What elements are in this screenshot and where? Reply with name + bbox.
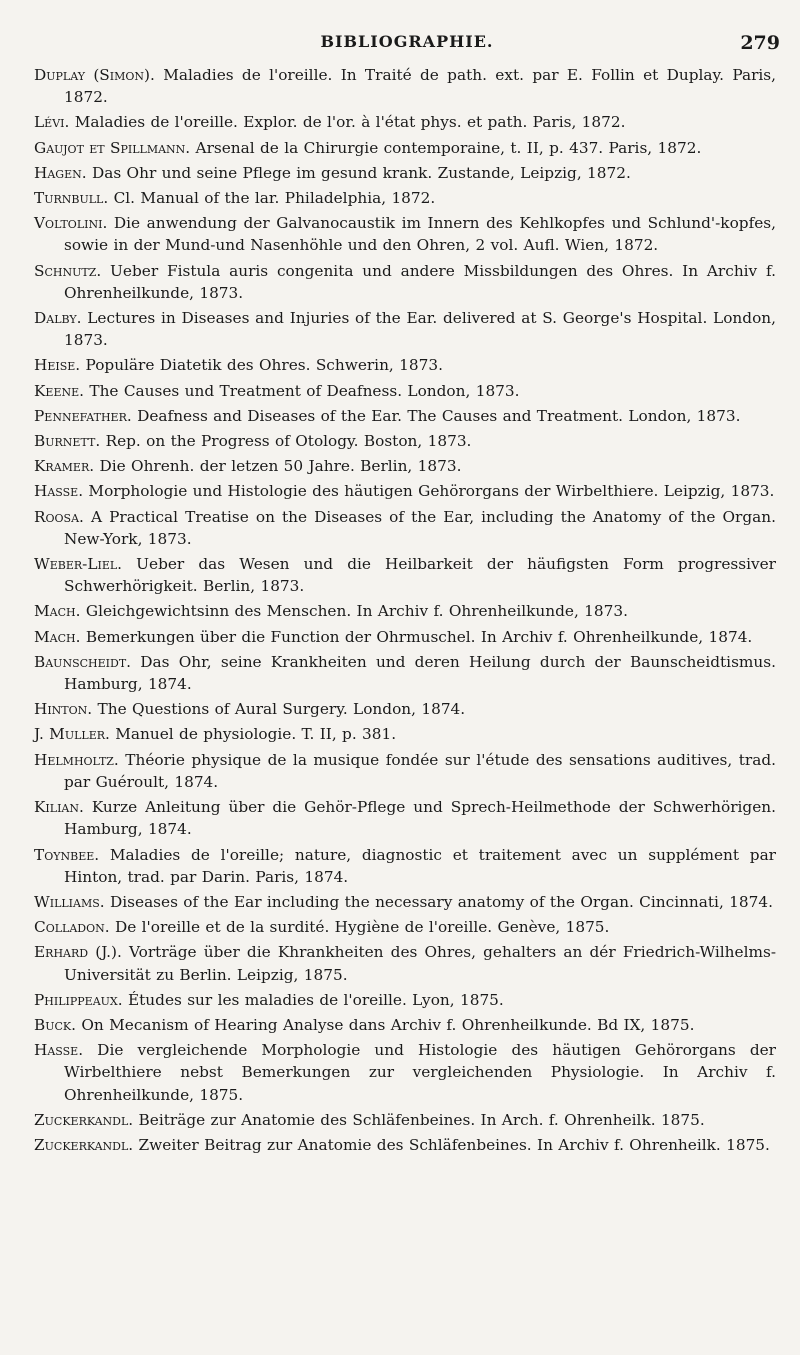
entry-text: Zweiter Beitrag zur Anatomie des Schläfenbeines. In Archiv f. Ohrenheilk. 1875. — [133, 1135, 770, 1154]
entry-text: Kurze Anleitung über die Gehör-Pflege und Sprech-Heilmethode der Schwerhörigen. Hamburg, 1874. — [64, 798, 776, 839]
bibliography-entry — [34, 260, 776, 304]
entry-text: Rep. on the Progress of Otology. Boston, 1873. — [100, 432, 472, 451]
bibliography-entry — [34, 1109, 776, 1131]
bibliography-entry — [34, 796, 776, 840]
entry-author: Kramer. — [34, 457, 95, 476]
entry-text: Théorie physique de la musique fondée sur l'étude des sensations auditives, trad. par Guéroult, 1874. — [64, 750, 776, 791]
entry-author: Hinton. — [34, 700, 93, 719]
bibliography-entry — [34, 64, 776, 108]
entry-text: Lectures in Diseases and Injuries of the Ear. delivered at S. George's Hospital. London, 1873. — [64, 309, 776, 350]
bibliography-entry — [34, 1134, 776, 1156]
bibliography-list — [34, 64, 776, 1159]
entry-text: On Mecanism of Hearing Analyse dans Archiv f. Ohrenheilkunde. Bd IX, 1875. — [76, 1015, 695, 1034]
entry-author: Helmholtz. — [34, 750, 119, 769]
entry-text: The Causes und Treatment of Deafness. London, 1873. — [84, 381, 520, 400]
bibliography-entry — [34, 651, 776, 695]
entry-author: Keene. — [34, 381, 85, 400]
entry-author: Baunscheidt. — [34, 652, 132, 671]
entry-author: Roosa. — [34, 507, 84, 526]
entry-author: Hagen. — [34, 163, 87, 182]
entry-text: Vorträge über die Khrankheiten des Ohres, gehalters an dér Friedrich-Wilhelms-Universität zu Berlin. Leipzig, 1875. — [64, 943, 776, 984]
entry-text: Die anwendung der Galvanocaustik im Innern des Kehlkopfes und Schlund'-kopfes, sowie in der Mund-und Nasenhöhle und den Ohren, 2 vol. Aufl. Wien, 1872. — [64, 214, 776, 255]
bibliography-entry — [34, 626, 776, 648]
bibliography-entry — [34, 891, 776, 913]
bibliography-entry — [34, 212, 776, 256]
bibliography-entry — [34, 187, 776, 209]
entry-text: Gleichgewichtsinn des Menschen. In Archiv f. Ohrenheilkunde, 1873. — [80, 602, 628, 621]
entry-text: Diseases of the Ear including the necessary anatomy of the Organ. Cincinnati, 1874. — [104, 892, 773, 911]
page-number: 279 — [740, 32, 780, 54]
entry-text: Ueber das Wesen und die Heilbarkeit der häufigsten Form progressiver Schwerhörigkeit. Berlin, 1873. — [64, 555, 776, 596]
entry-text: Populäre Diatetik des Ohres. Schwerin, 1873. — [80, 356, 443, 375]
entry-author: Dalby. — [34, 309, 82, 328]
bibliography-entry — [34, 162, 776, 184]
entry-author: Duplay (Simon). — [34, 66, 155, 84]
entry-author: Toynbee. — [34, 845, 100, 864]
entry-author: Erhard (J.). — [34, 943, 122, 962]
entry-text: De l'oreille et de la surdité. Hygiène de l'oreille. Genève, 1875. — [109, 918, 610, 937]
bibliography-entry — [34, 480, 776, 502]
entry-text: Cl. Manual of the lar. Philadelphia, 1872. — [108, 189, 436, 208]
entry-text: Bemerkungen über die Function der Ohrmuschel. In Archiv f. Ohrenheilkunde, 1874. — [80, 627, 753, 646]
bibliography-entry — [34, 989, 776, 1011]
bibliography-entry — [34, 307, 776, 351]
entry-text: Das Ohr, seine Krankheiten und deren Heilung durch der Baunscheidtismus. Hamburg, 1874. — [64, 652, 776, 694]
bibliography-entry — [34, 553, 776, 597]
entry-author: Pennefather. — [34, 406, 132, 425]
entry-author: Weber-Liel. — [34, 555, 123, 574]
bibliography-entry — [34, 430, 776, 452]
bibliography-entry — [34, 916, 776, 938]
bibliography-entry — [34, 1039, 776, 1106]
entry-author: Zuckerkandl. — [34, 1135, 134, 1154]
entry-author: Mach. — [34, 602, 81, 621]
entry-text: Maladies de l'oreille. In Traité de path. ext. par E. Follin et Duplay. Paris, 1872. — [64, 66, 776, 107]
entry-author: Mach. — [34, 627, 81, 646]
entry-text: Die vergleichende Morphologie und Histologie des häutigen Gehörorgans der Wirbelthiere nebst Bemerkungen zur vergleichenden Physiologie. In Archiv f. Ohrenheilkunde, 1875. — [64, 1041, 776, 1104]
entry-text: Morphologie und Histologie des häutigen Gehörorgans der Wirbelthiere. Leipzig, 1873. — [83, 482, 775, 501]
entry-text: Manuel de physiologie. T. II, p. 381. — [109, 725, 397, 744]
entry-author: Philippeaux. — [34, 990, 123, 1009]
running-title: BIBLIOGRAPHIE. — [320, 32, 494, 51]
page-header — [34, 30, 780, 58]
bibliography-entry — [34, 941, 776, 985]
entry-text: Arsenal de la Chirurgie contemporaine, t. II, p. 437. Paris, 1872. — [190, 138, 702, 157]
bibliography-entry — [34, 1014, 776, 1036]
entry-author: Hasse. — [34, 482, 84, 501]
entry-author: Zuckerkandl. — [34, 1110, 134, 1129]
entry-author: Williams. — [34, 892, 105, 911]
bibliography-entry — [34, 380, 776, 402]
entry-text: The Questions of Aural Surgery. London, 1874. — [92, 700, 466, 719]
bibliography-entry — [34, 723, 776, 745]
entry-text: Das Ohr und seine Pflege im gesund krank. Zustande, Leipzig, 1872. — [86, 163, 631, 182]
bibliography-entry — [34, 506, 776, 550]
bibliography-entry — [34, 600, 776, 622]
bibliography-entry — [34, 455, 776, 477]
entry-author: Kilian. — [34, 798, 84, 817]
entry-author: Colladon. — [34, 918, 110, 937]
entry-text: Die Ohrenh. der letzen 50 Jahre. Berlin, 1873. — [94, 457, 462, 476]
bibliography-entry — [34, 844, 776, 888]
entry-author: Schnutz. — [34, 261, 102, 280]
entry-text: Ueber Fistula auris congenita und andere Missbildungen des Ohres. In Archiv f. Ohrenheilkunde, 1873. — [64, 261, 776, 302]
entry-text: Études sur les maladies de l'oreille. Lyon, 1875. — [122, 990, 504, 1009]
entry-author: Buck. — [34, 1015, 77, 1034]
entry-text: Deafness and Diseases of the Ear. The Causes and Treatment. London, 1873. — [131, 406, 741, 425]
entry-author: Lévi. — [34, 113, 70, 132]
entry-text: Maladies de l'oreille. Explor. de l'or. à l'état phys. et path. Paris, 1872. — [69, 113, 626, 132]
bibliography-entry — [34, 137, 776, 159]
entry-author: Burnett. — [34, 432, 101, 451]
entry-author: Hasse. — [34, 1041, 84, 1060]
entry-author: Turnbull. — [34, 189, 109, 208]
entry-author: J. Muller. — [34, 725, 110, 744]
bibliography-entry — [34, 749, 776, 793]
entry-author: Voltolini. — [34, 214, 108, 233]
entry-text: Maladies de l'oreille; nature, diagnostic et traitement avec un supplément par Hinton, trad. par Darin. Paris, 1874. — [64, 845, 776, 886]
entry-author: Gaujot et Spillmann. — [34, 138, 191, 157]
bibliography-entry — [34, 698, 776, 720]
entry-author: Heise. — [34, 356, 81, 375]
entry-text: Beiträge zur Anatomie des Schläfenbeines. In Arch. f. Ohrenheilk. 1875. — [133, 1110, 705, 1129]
bibliography-entry — [34, 111, 776, 133]
bibliography-entry — [34, 354, 776, 376]
entry-text: A Practical Treatise on the Diseases of the Ear, including the Anatomy of the Organ. New-York, 1873. — [64, 507, 776, 548]
bibliography-entry — [34, 405, 776, 427]
